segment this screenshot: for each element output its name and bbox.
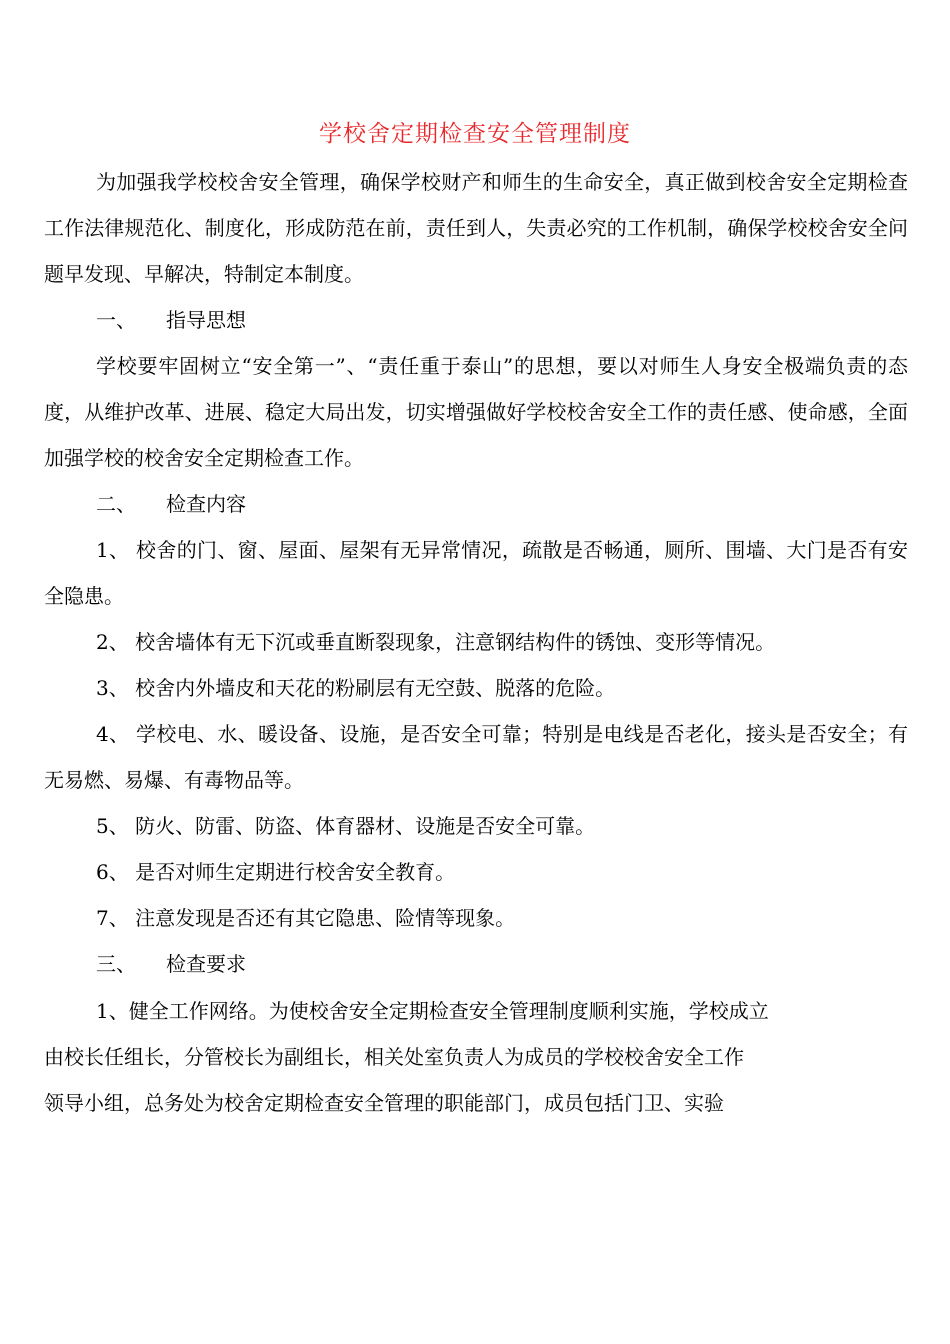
check-item: 2、 校舍墙体有无下沉或垂直断裂现象，注意钢结构件的锈蚀、变形等情况。 [96, 630, 776, 654]
paragraph-line: 由校长任组长，分管校长为副组长，相关处室负责人为成员的学校校舍安全工作 [44, 1045, 744, 1069]
section-number: 三、 [96, 952, 136, 976]
check-item: 3、 校舍内外墙皮和天花的粉刷层有无空鼓、脱落的危险。 [96, 676, 616, 700]
check-item: 4、 学校电、水、暖设备、设施，是否安全可靠；特别是电线是否老化，接头是否安全；有无易燃、易爆、有毒物品等。 [44, 722, 908, 792]
section-title: 检查要求 [166, 952, 246, 976]
document-title: 学校舍定期检查安全管理制度 [319, 121, 631, 147]
section-heading-3 [44, 941, 908, 987]
intro-paragraph: 为加强我学校校舍安全管理，确保学校财产和师生的生命安全，真正做到校舍安全定期检查工作法律规范化、制度化，形成防范在前，责任到人，失责必究的工作机制，确保学校校舍安全问题早发现、早解决，特制定本制度。 [44, 170, 908, 286]
paragraph-line: 1、健全工作网络。为使校舍安全定期检查安全管理制度顺利实施，学校成立 [96, 999, 769, 1023]
section-title: 指导思想 [166, 308, 246, 332]
section-3-paragraph [44, 988, 864, 1126]
paragraph-line: 领导小组，总务处为校舍定期检查安全管理的职能部门，成员包括门卫、实验 [44, 1091, 724, 1115]
document-body [44, 159, 908, 987]
section-heading-1 [44, 297, 908, 343]
check-item: 1、 校舍的门、窗、屋面、屋架有无异常情况，疏散是否畅通，厕所、围墙、大门是否有安全隐患。 [44, 538, 908, 608]
section-number: 一、 [96, 308, 136, 332]
section-number: 二、 [96, 492, 136, 516]
section-1-paragraph: 学校要牢固树立“安全第一”、“责任重于泰山”的思想，要以对师生人身安全极端负责的态度，从维护改革、进展、稳定大局出发，切实增强做好学校校舍安全工作的责任感、使命感，全面加强学校的校舍安全定期检查工作。 [44, 354, 908, 470]
section-title: 检查内容 [166, 492, 246, 516]
check-item: 6、 是否对师生定期进行校舍安全教育。 [96, 860, 456, 884]
check-item: 5、 防火、防雷、防盗、体育器材、设施是否安全可靠。 [96, 814, 596, 838]
section-heading-2 [44, 481, 908, 527]
check-item: 7、 注意发现是否还有其它隐患、险情等现象。 [96, 906, 516, 930]
